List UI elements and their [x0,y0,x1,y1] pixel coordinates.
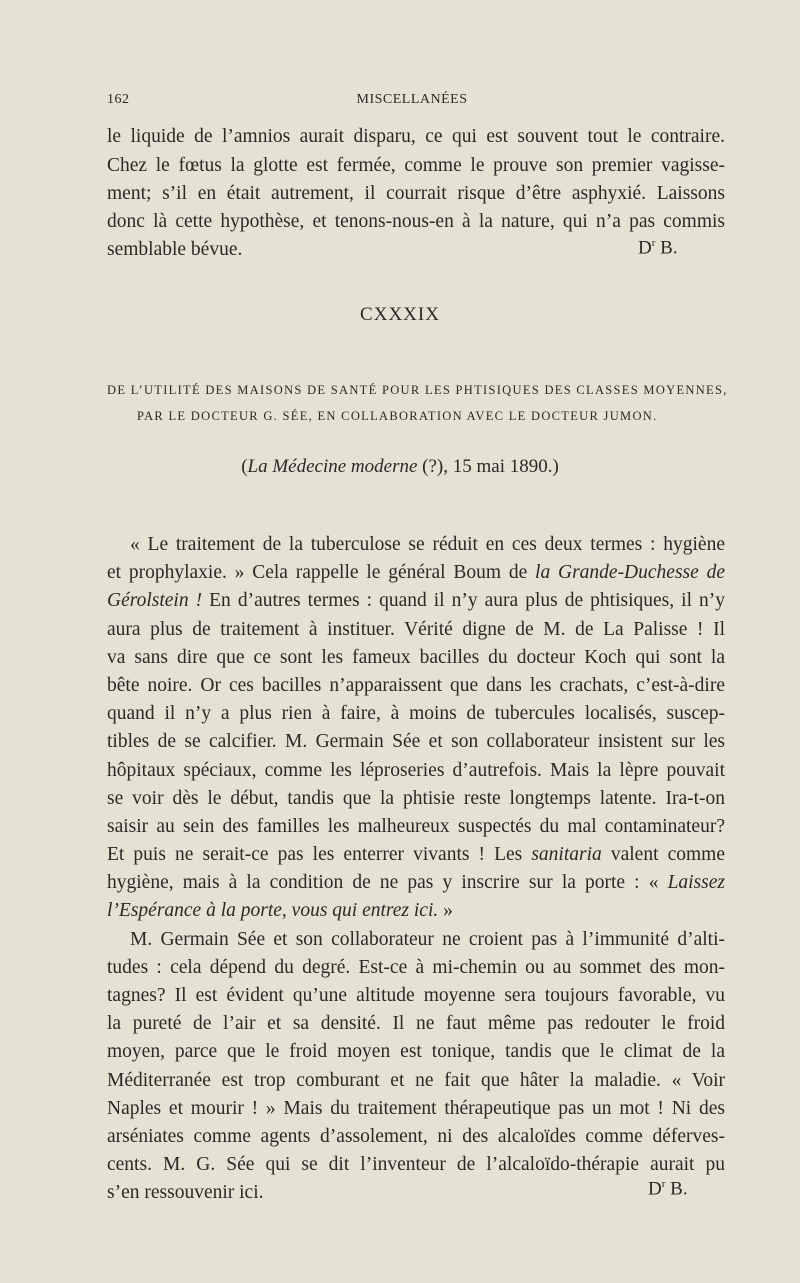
text-line: va sans dire que ce sont les fameux bacilles du docteur Koch qui sont la [107,647,725,668]
text-line: la pureté de l’air et sa densité. Il ne faut même pas redouter le froid [107,1013,725,1034]
text-line: s’en ressouvenir ici. [107,1182,264,1203]
chapter-title-line: DE L’UTILITÉ DES MAISONS DE SANTÉ POUR LES PHTISIQUES DES CLASSES MOYENNES, [107,383,728,397]
text-line: quand il n’y a plus rien à faire, à moins de tubercules localisés, suscep- [107,703,725,724]
text-line: tibles de se calcifier. M. Germain Sée et son collaborateur insistent sur les [107,731,725,752]
text-line: Gérolstein ! En d’autres termes : quand il n’y aura plus de phtisiques, il n’y [107,590,726,611]
text-line: hôpitaux spéciaux, comme les léproseries d’autrefois. Mais la lèpre pouvait [107,760,725,781]
text-line: moyen, parce que le froid moyen est tonique, tandis que le climat de la [107,1041,725,1062]
text-line: hygiène, mais à la condition de ne pas y inscrire sur la porte : « Laissez [107,872,725,893]
text-line: tudes : cela dépend du degré. Est-ce à mi-chemin ou au sommet des mon- [107,957,725,978]
chapter-title-line: PAR LE DOCTEUR G. SÉE, EN COLLABORATION AVEC LE DOCTEUR JUMON. [137,409,658,423]
text-line: cents. M. G. Sée qui se dit l’inventeur de l’alcaloïdo-thérapie aurait pu [107,1154,725,1175]
text-line: aura plus de traitement à instituer. Vérité digne de M. de La Palisse ! Il [107,619,725,640]
chapter-source: (La Médecine moderne (?), 15 mai 1890.) [241,456,559,477]
text-line: se voir dès le début, tandis que la phtisie reste longtemps latente. Ira-t-on [107,788,725,809]
text-line: tagnes? Il est évident qu’une altitude moyenne sera toujours favorable, vu [107,985,725,1006]
signature: $D^r$ B. [648,1178,688,1200]
text-line: semblable bévue. [107,239,243,260]
text-line: M. Germain Sée et son collaborateur ne croient pas à l’immunité d’alti- [130,929,725,950]
text-line: « Le traitement de la tuberculose se réduit en ces deux termes : hygiène [130,534,725,555]
text-line: Méditerranée est trop comburant et ne fait que hâter la maladie. « Voir [107,1070,725,1091]
text-line: donc là cette hypothèse, et tenons-nous-en à la nature, qui n’a pas commis [107,211,725,232]
text-line: Naples et mourir ! » Mais du traitement thérapeutique pas un mot ! Ni des [107,1098,725,1119]
text-line: le liquide de l’amnios aurait disparu, ce qui est souvent tout le contraire. [107,126,725,147]
text-line: l’Espérance à la porte, vous qui entrez ici. » [107,900,453,921]
signature: $D^r$ B. [638,237,678,259]
text-line: Et puis ne serait-ce pas les enterrer vivants ! Les sanitaria valent comme [107,844,725,865]
running-title: MISCELLANÉES [356,92,468,107]
text-line: arséniates comme agents d’assolement, ni des alcaloïdes comme déferves- [107,1126,725,1147]
page-number: 162 [107,92,130,107]
text-line: ment; s’il en était autrement, il courrait risque d’être asphyxié. Laissons [107,183,725,204]
page-header [107,92,717,112]
text-line: et prophylaxie. » Cela rappelle le général Boum de la Grande-Duchesse de [107,562,725,583]
text-line: Chez le fœtus la glotte est fermée, comme le prouve son premier vagisse- [107,155,725,176]
text-line: saisir au sein des familles les malheureux suspectés du mal contaminateur? [107,816,725,837]
text-line: bête noire. Or ces bacilles n’apparaissent que dans les crachats, c’est-à-dire [107,675,725,696]
chapter-number: CXXXIX [360,304,440,325]
